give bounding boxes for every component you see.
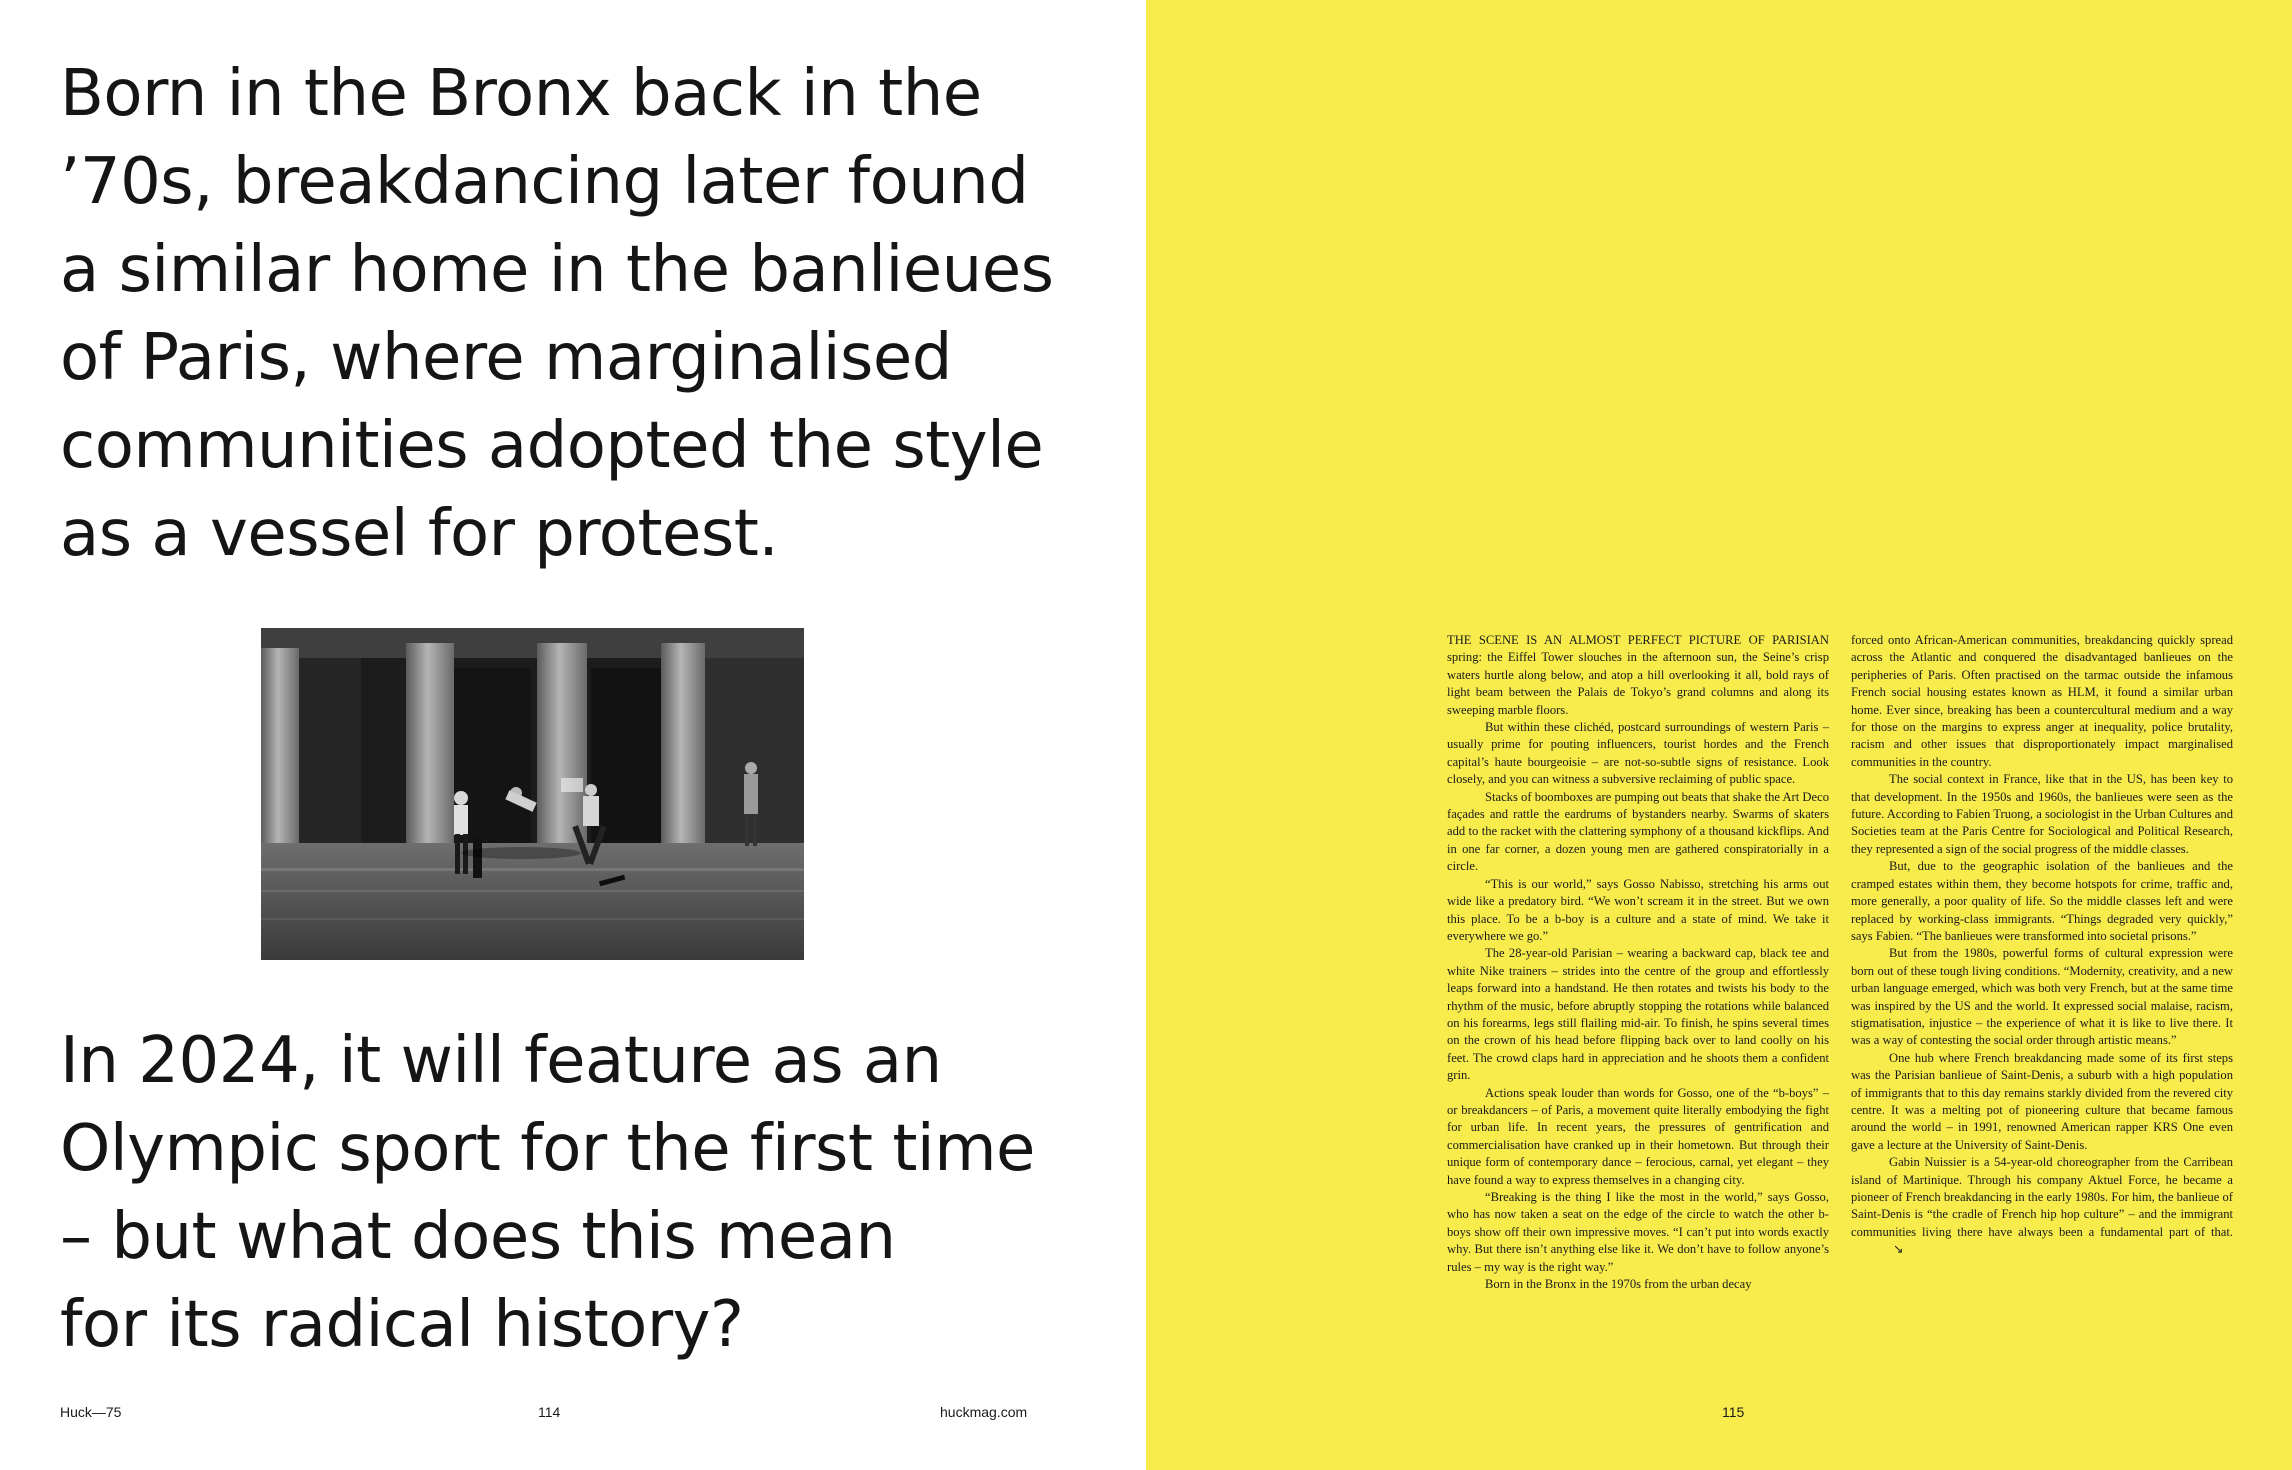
issue-label: Huck—75: [60, 1404, 122, 1420]
article-paragraph: Stacks of boomboxes are pumping out beats that shake the Art Deco façades and rattle the eardrums of bystanders nearby. Swarms of skaters add to the racket with the clattering symphony of a thousand kickflips. And in one far corner, a dozen young men are gathered conspiratorially in a circle.: [1447, 789, 1829, 874]
pullquote-top: [60, 50, 1053, 578]
pullquote-line: In 2024, it will feature as an: [60, 1024, 942, 1098]
article-paragraph: The 28-year-old Parisian – wearing a backward cap, black tee and white Nike trainers – strides into the centre of the group and effortlessly leaps forward into a handstand. He then rotates and twists his body to the rhythm of the music, before abruptly stopping the rotations while balanced on his forearms, legs still flailing mid-air. To finish, he spins several times on the crown of his head before flipping back over to land coolly on his feet. The crowd claps hard in appreciation and he shoots them a confident grin.: [1447, 946, 1829, 1083]
breakdancers-photo-image: [261, 628, 804, 960]
article-paragraph: But, due to the geographic isolation of the banlieues and the cramped estates within them, they become hotspots for crime, traffic and, more generally, a poor quality of life. So the middle classes left and were replaced by working-class immigrants. “Things degraded very quickly,” says Fabien. “The banlieues were transformed into societal prisons.”: [1851, 859, 2233, 943]
article-paragraph: The social context in France, like that in the US, has been key to that development. In the 1950s and 1960s, the banlieues were seen as the future. According to Fabien Truong, a sociologist in the Urban Cultures and Societies team at the Paris Centre for Sociological and Political Research, they represented a sign of the social progress of the middle classes.: [1851, 772, 2233, 856]
page-number-right: 115: [1722, 1404, 1745, 1420]
article-paragraph: One hub where French breakdancing made some of its first steps was the Parisian banlieue of Saint-Denis, a suburb with a high population of immigrants that to this day remains starkly divided from the revered city centre. It was a melting pot of pioneering culture that became famous around the world – in 1991, renowned American rapper KRS One even gave a lecture at the University of Saint-Denis.: [1851, 1050, 2233, 1152]
article-paragraph: [1851, 1154, 2233, 1258]
article-column-2: [1851, 632, 2233, 1259]
article-paragraph: But from the 1980s, powerful forms of cultural expression were born out of these tough living conditions. “Modernity, creativity, and a new urban language emerged, which was both very French, but at the same time was inspired by the US and the world. It expressed social malaise, racism, stigmatisation, injustice – the experience of what it is like to live there. It was a way of contesting the social order through artistic means.”: [1851, 946, 2233, 1048]
article-paragraph: forced onto African-American communities, breakdancing quickly spread across the Atlantic and conquered the disadvantaged banlieues on the peripheries of Paris. Often practised on the tarmac outside the infamous French social housing estates known as HLM, it found a similar urban home. Ever since, breaking has been a countercultural medium and a way for those on the margins to express anger at inequality, police brutality, racism and other issues that disproportionately impact marginalised communities in the country.: [1851, 633, 2233, 769]
article-paragraph: But within these clichéd, postcard surroundings of western Paris – usually prime for pouting influencers, tourist hordes and the French capital’s haute bourgeoisie – are not-so-subtle signs of resistance. Look closely, and you can witness a subversive reclaiming of public space.: [1447, 720, 1829, 787]
pullquote-line: of Paris, where marginalised: [60, 321, 952, 395]
pullquote-line: communities adopted the style: [60, 409, 1044, 483]
article-paragraph: Born in the Bronx in the 1970s from the urban decay: [1485, 1277, 1752, 1292]
end-of-article-arrow-icon: ↘: [1893, 1242, 1904, 1257]
pullquote-line: a similar home in the banlieues: [60, 233, 1054, 307]
breakdancers-photo: [261, 628, 804, 960]
pullquote-bottom: [60, 1017, 1035, 1369]
right-page: [1146, 0, 2292, 1470]
article-paragraph: “Breaking is the thing I like the most in the world,” says Gosso, who has now taken a seat on the edge of the circle to watch the other b-boys show off their own impressive moves. “I can’t put into words exactly why. But there isn’t anything else like it. We don’t have to follow anyone’s rules – my way is the right way.”: [1447, 1190, 1829, 1274]
page-number-left: 114: [538, 1404, 561, 1420]
pullquote-line: for its radical history?: [60, 1288, 744, 1362]
pullquote-line: – but what does this mean: [60, 1200, 896, 1274]
pullquote-line: ’70s, breakdancing later found: [60, 145, 1029, 219]
pullquote-line: Olympic sport for the first time: [60, 1112, 1035, 1186]
article-paragraph: “This is our world,” says Gosso Nabisso, stretching his arms out wide like a predatory bird. “We won’t scream it in the street. But we own this place. To be a b-boy is a culture and a state of mind. We take it everywhere we go.”: [1447, 876, 1829, 943]
pullquote-line: Born in the Bronx back in the: [60, 57, 982, 131]
pullquote-line: as a vessel for protest.: [60, 497, 779, 571]
article-paragraph: Actions speak louder than words for Gosso, one of the “b-boys” – or breakdancers – of Paris, a movement quite literally embodying the fight for urban life. In recent years, the pressures of gentrification and commercialisation have cranked up in their hometown. But through their unique form of contemporary dance – ferocious, carnal, yet elegant – they have found a way to express themselves in a changing city.: [1447, 1085, 1829, 1187]
article-paragraph: THE SCENE IS AN ALMOST PERFECT PICTURE OF PARISIAN spring: the Eiffel Tower slouches in the afternoon sun, the Seine’s crisp waters hurtle along below, and atop a hill overlooking it all, bold rays of light beam between the Palais de Tokyo’s grand columns and along its sweeping marble floors.: [1447, 633, 1829, 717]
website-label: huckmag.com: [940, 1404, 1028, 1420]
article-column-1: [1447, 632, 1829, 1293]
article-paragraph-text: Gabin Nuissier is a 54-year-old choreographer from the Carribean island of Martinique. Through his company Aktuel Force, he became a pioneer of French breakdancing in the early 1980s. For him, the banlieue of Saint-Denis is “the cradle of French hip hop culture” – and the immigrant communities living there have always been a fundamental part of that.: [1851, 1155, 2233, 1239]
